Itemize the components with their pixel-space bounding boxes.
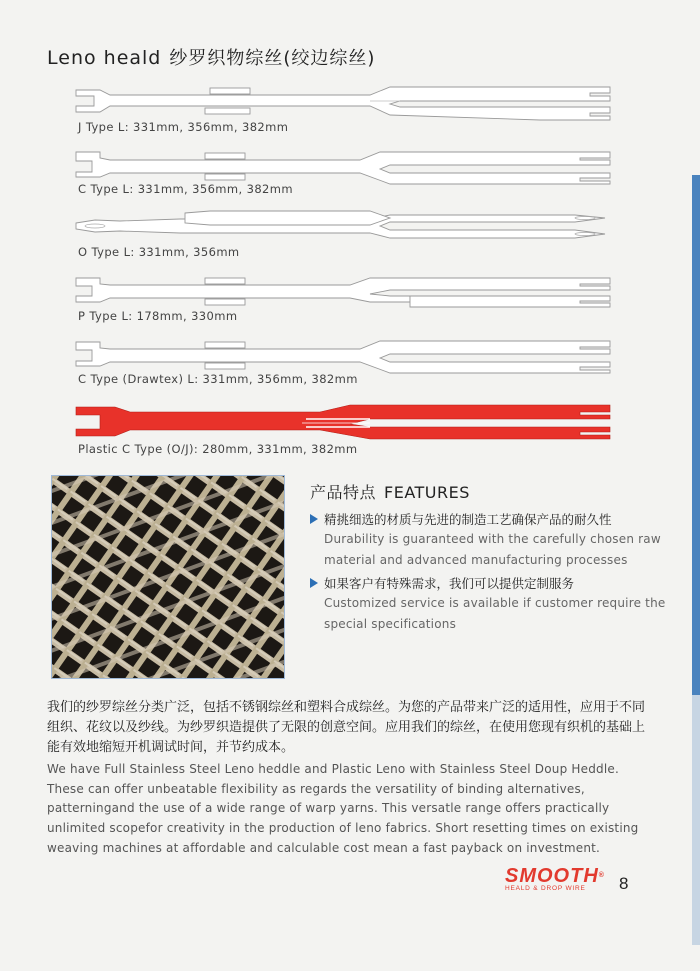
heald-c-type-drawtex-image <box>70 336 615 376</box>
feature-text-en: Durability is guaranteed with the carefully chosen raw material and advanced manufacturing processes <box>324 532 661 567</box>
page-edge-accent <box>692 175 700 695</box>
leno-fabric-photo <box>52 476 284 678</box>
heald-j-type-label: J Type L: 331mm, 356mm, 382mm <box>78 120 289 134</box>
heald-plastic-c-type-image <box>70 403 615 443</box>
feature-item <box>310 575 670 635</box>
page-edge-accent-light <box>692 695 700 945</box>
feature-text-cn: 如果客户有特殊需求，我们可以提供定制服务 <box>324 576 575 591</box>
features-title-en: FEATURES <box>384 483 470 502</box>
brand-tagline: HEALD & DROP WIRE <box>505 885 586 892</box>
brand-name: SMOOTH <box>505 865 599 887</box>
heald-o-type-label: O Type L: 331mm, 356mm <box>78 245 240 259</box>
feature-text-en: Customized service is available if customer require the special specifications <box>324 596 666 631</box>
page-number: 8 <box>619 874 629 893</box>
heald-c-type-label: C Type L: 331mm, 356mm, 382mm <box>78 182 293 196</box>
title-en: Leno heald <box>47 47 162 69</box>
features-title-cn: 产品特点 <box>310 483 377 502</box>
brand-logo <box>505 866 605 892</box>
heald-p-type-label: P Type L: 178mm, 330mm <box>78 309 238 323</box>
registered-mark-icon: ® <box>598 872 605 879</box>
page-title <box>47 44 375 70</box>
triangle-bullet-icon <box>310 578 318 588</box>
features-section <box>310 480 670 635</box>
features-title <box>310 480 670 503</box>
heald-c-type-image <box>70 147 615 187</box>
description-cn: 我们的纱罗综丝分类广泛，包括不锈钢综丝和塑料合成综丝。为您的产品带来广泛的适用性，应用于不同组织、花纹以及纱线。为纱罗织造提供了无限的创意空间。应用我们的综丝，在使用您现有织机的基础上能有效地缩短开机调试时间，并节约成本。 <box>47 700 646 755</box>
feature-text-cn: 精挑细选的材质与先进的制造工艺确保产品的耐久性 <box>324 512 612 527</box>
heald-plastic-c-type-label: Plastic C Type (O/J): 280mm, 331mm, 382mm <box>78 442 358 456</box>
description-section <box>47 698 647 859</box>
triangle-bullet-icon <box>310 514 318 524</box>
heald-o-type-image <box>70 209 615 249</box>
heald-c-type-drawtex-label: C Type (Drawtex) L: 331mm, 356mm, 382mm <box>78 372 358 386</box>
description-en: We have Full Stainless Steel Leno heddle and Plastic Leno with Stainless Steel Doup Heddle. These can offer unbeatable flexibility as regards the versatility of binding alternatives, patterningand the use of a wide range of warp yarns. This versatle range offers practically unlimited scopefor creativity in the production of leno fabrics. Short resetting times on existing weaving machines at affordable and calculable cost mean a fast payback on investment. <box>47 762 639 855</box>
heald-p-type-image <box>70 272 615 312</box>
title-cn: 纱罗织物综丝(绞边综丝) <box>169 48 376 69</box>
feature-item <box>310 511 670 571</box>
heald-j-type-image <box>70 82 615 122</box>
